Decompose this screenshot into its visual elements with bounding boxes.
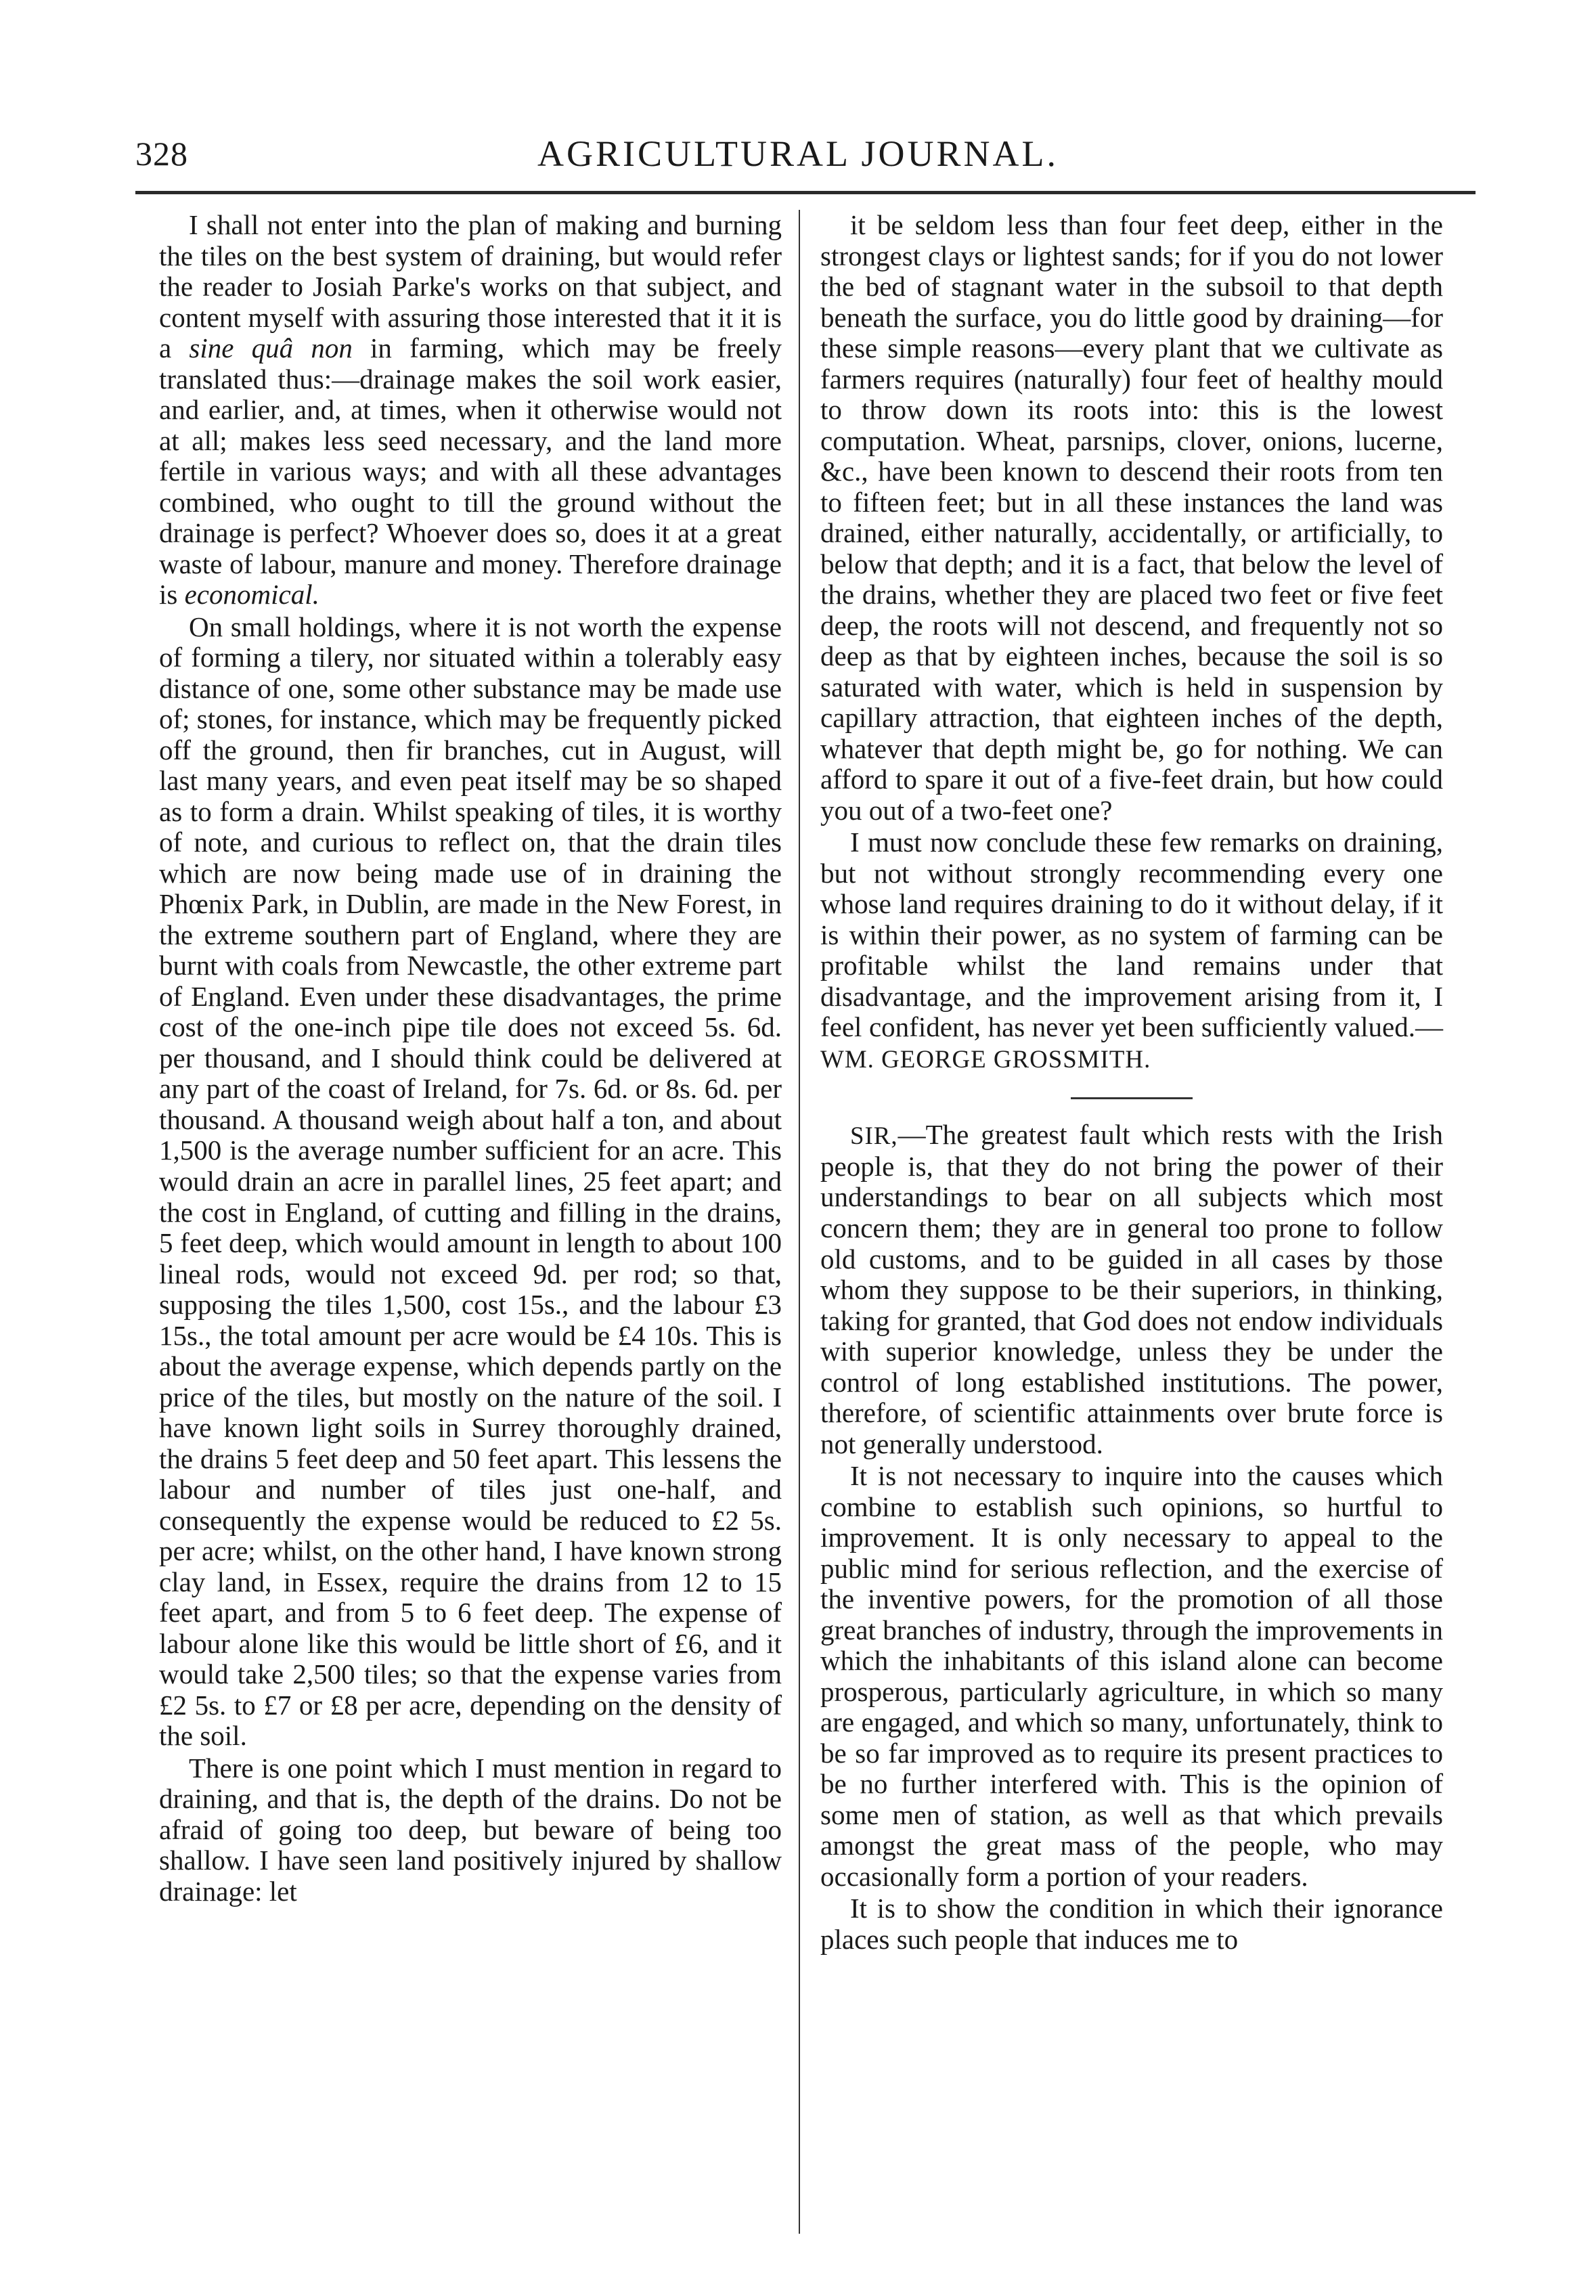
small-caps-text: SIR, xyxy=(850,1122,898,1150)
paragraph xyxy=(159,1753,782,1907)
italic-text: economical. xyxy=(184,579,319,611)
paragraph xyxy=(820,210,1443,826)
text-run: It is not necessary to inquire into the causes which combine to establish such opinions, so hurtful to improvement. It is only necessary to appeal to the public mind for serious reflection, and the exercise of the inventive powers, for the promotion of all those great branches of industry, through the improvements in which the inhabitants of this island alone can become prosperous, particularly agriculture, in which so many are engaged, and which so many, unfortunately, think to be so far improved as to require its present practices to be no further interfered with. This is the opinion of some men of station, as well as that which prevails amongst the great mass of the people, who may occasionally form a portion of your readers. xyxy=(820,1460,1443,1892)
section-rule xyxy=(1071,1097,1193,1099)
text-run: I must now conclude these few remarks on draining, but not without strongly recommending every one whose land requires draining to do it without delay, if it is within their power, as no system of farming can be profitable whilst the land remains under that disadvantage, and the improvement arising from it, I feel confident, has never yet been sufficiently valued.— xyxy=(820,826,1443,1043)
right-column-top xyxy=(820,210,1443,1074)
right-column-bottom xyxy=(820,1120,1443,1955)
running-head: AGRICULTURAL JOURNAL. xyxy=(537,133,1059,174)
small-caps-text: WM. GEORGE GROSSMITH. xyxy=(820,1044,1151,1073)
paragraph xyxy=(820,1120,1443,1459)
text-run: I shall not enter into the plan of making and burning the tiles on the best system of draining, but would refer the reader to Josiah Parke's works on that subject, and content myself with assuring those interested that it it is a xyxy=(159,209,782,364)
paragraph xyxy=(159,612,782,1752)
text-run: in farming, which may be freely translated thus:—drainage makes the soil work easier, and earlier, and, at times, when it otherwise would not at all; makes less seed necessary, and the land more fertile in various ways; and with all these advantages combined, who ought to till the ground without the drainage is perfect? Whoever does so, does it at a great waste of labour, manure and money. Therefore drainage is xyxy=(159,332,782,611)
text-run: it be seldom less than four feet deep, either in the strongest clays or lightest sands; for if you do not lower the bed of stagnant water in the subsoil to that depth beneath the surface, you do little good by draining—for these simple reasons—every plant that we cultivate as farmers requires (naturally) four feet of healthy mould to throw down its roots into: this is the lowest computation. Wheat, parsnips, clover, onions, lucerne, &c., have been known to descend their roots from ten to fifteen feet; but in all these instances the land was drained, either naturally, accidentally, or artificially, to below that depth; and it is a fact, that below the level of the drains, whether they are placed two feet or five feet deep, the roots will not descend, and frequently not so deep as that by eighteen inches, because the soil is so saturated with water, which is held in suspension by capillary attraction, that eighteen inches of the depth, whatever that depth might be, go for nothing. We can afford to spare it out of a five-feet drain, but how could you out of a two-feet one? xyxy=(820,209,1443,826)
left-column xyxy=(159,210,782,1907)
right-column xyxy=(820,210,1443,1955)
text-run: It is to show the condition in which their ignorance places such people that induces me to xyxy=(820,1893,1443,1955)
paragraph xyxy=(159,210,782,611)
header-rule xyxy=(135,191,1476,194)
column-divider xyxy=(799,210,800,2234)
paragraph xyxy=(820,1461,1443,1892)
text-run: On small holdings, where it is not worth the expense of forming a tilery, nor situated within a tolerably easy distance of one, some other substance may be made use of; stones, for instance, which may be frequently picked off the ground, then fir branches, cut in August, will last many years, and even peat itself may be so shaped as to form a drain. Whilst speaking of tiles, it is worthy of note, and curious to reflect on, that the drain tiles which are now being made use of in draining the Phœnix Park, in Dublin, are made in the New Forest, in the extreme southern part of England, where they are burnt with coals from Newcastle, the other extreme part of England. Even under these disadvantages, the prime cost of the one-inch pipe tile does not exceed 5s. 6d. per thousand, and I should think could be delivered at any part of the coast of Ireland, for 7s. 6d. or 8s. 6d. per thousand. A thousand weigh about half a ton, and about 1,500 is the average number sufficient for an acre. This would drain an acre in parallel lines, 25 feet apart; and the cost in England, of cutting and filling in the drains, 5 feet deep, which would amount in length to about 100 lineal rods, would not exceed 9d. per rod; so that, supposing the tiles 1,500, cost 15s., and the labour £3 15s., the total amount per acre would be £4 10s. This is about the average expense, which depends partly on the price of the tiles, but mostly on the nature of the soil. I have known light soils in Surrey thoroughly drained, the drains 5 feet deep and 50 feet apart. This lessens the labour and number of tiles just one-half, and consequently the expense would be reduced to £2 5s. per acre; whilst, on the other hand, I have known strong clay land, in Essex, require the drains from 12 to 15 feet apart, and from 5 to 6 feet deep. The expense of labour alone like this would be little short of £6, and it would take 2,500 tiles; so that the expense varies from £2 5s. to £7 or £8 per acre, depending on the density of the soil. xyxy=(159,611,782,1752)
paragraph xyxy=(820,827,1443,1074)
text-run: —The greatest fault which rests with the Irish people is, that they do not bring the power of their understandings to bear on all subjects which most concern them; they are in general too prone to follow old customs, and to be guided in all cases by those whom they suppose to be their superiors, in thinking, taking for granted, that God does not endow individuals with superior knowledge, unless they be under the control of long established institutions. The power, therefore, of scientific attainments over brute force is not generally understood. xyxy=(820,1119,1443,1459)
paragraph xyxy=(820,1893,1443,1955)
italic-text: sine quâ non xyxy=(189,332,353,364)
page-number: 328 xyxy=(135,135,188,173)
text-run: There is one point which I must mention in regard to draining, and that is, the depth of the drains. Do not be afraid of going too deep, but beware of being too shallow. I have seen land positively injured by shallow drainage: let xyxy=(159,1752,782,1907)
